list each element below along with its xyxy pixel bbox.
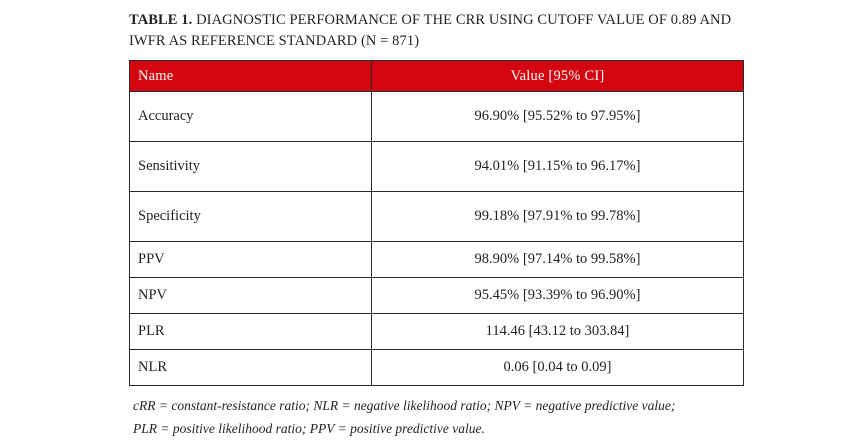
table-caption — [129, 10, 744, 52]
row-value-plr: 114.46 [43.12 to 303.84] — [372, 314, 744, 350]
footnote-line-1: cRR = constant-resistance ratio; NLR = negative likelihood ratio; NPV = negative predictive value; — [133, 398, 676, 414]
row-name-specificity: Specificity — [130, 192, 372, 242]
table-row — [130, 142, 744, 192]
row-name-npv: NPV — [130, 278, 372, 314]
row-value-accuracy: 96.90% [95.52% to 97.95%] — [372, 92, 744, 142]
footnote-line-2: PLR = positive likelihood ratio; PPV = positive predictive value. — [133, 420, 485, 436]
row-name-plr: PLR — [130, 314, 372, 350]
table-row — [130, 350, 744, 386]
table-header — [130, 61, 744, 92]
row-value-sensitivity: 94.01% [91.15% to 96.17%] — [372, 142, 744, 192]
row-value-specificity: 99.18% [97.91% to 99.78%] — [372, 192, 744, 242]
table-row — [130, 314, 744, 350]
row-name-nlr: NLR — [130, 350, 372, 386]
column-header-value: Value [95% CI] — [372, 61, 744, 92]
row-value-ppv: 98.90% [97.14% to 99.58%] — [372, 242, 744, 278]
row-value-nlr: 0.06 [0.04 to 0.09] — [372, 350, 744, 386]
table-header-row — [130, 61, 744, 92]
table-footnotes — [133, 395, 744, 441]
row-name-sensitivity: Sensitivity — [130, 142, 372, 192]
table-row — [130, 242, 744, 278]
row-name-ppv: PPV — [130, 242, 372, 278]
table-row — [130, 92, 744, 142]
caption-text: DIAGNOSTIC PERFORMANCE OF THE CRR USING CUTOFF VALUE OF 0.89 AND IWFR AS REFERENCE STANDARD (N = 871) — [129, 12, 732, 50]
table-row — [130, 278, 744, 314]
column-header-name: Name — [130, 61, 372, 92]
row-value-npv: 95.45% [93.39% to 96.90%] — [372, 278, 744, 314]
table-row — [130, 192, 744, 242]
row-name-accuracy: Accuracy — [130, 92, 372, 142]
diagnostic-performance-table — [129, 60, 744, 386]
caption-label: TABLE 1. — [129, 12, 193, 28]
table-body — [130, 92, 744, 386]
